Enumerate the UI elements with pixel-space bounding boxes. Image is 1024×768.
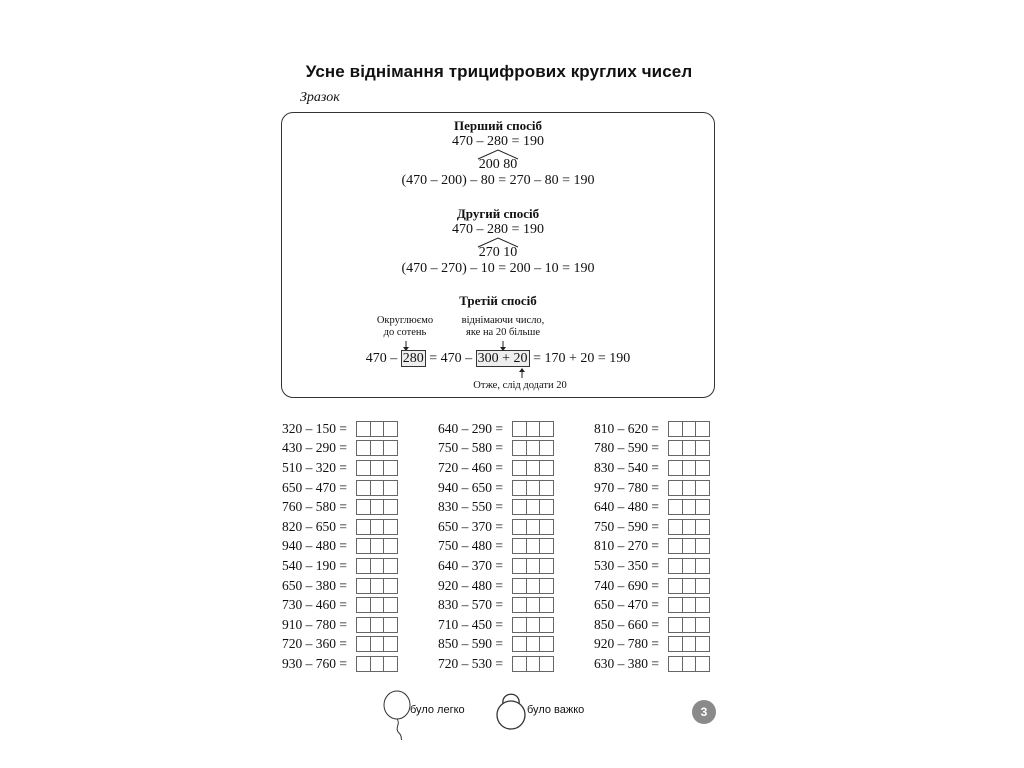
exercise-row xyxy=(282,615,398,635)
answer-cells xyxy=(668,440,710,456)
exercise-expression: 720 – 360 = xyxy=(282,636,347,652)
answer-digit-cell[interactable] xyxy=(526,499,541,515)
method2-heading: Другий спосіб xyxy=(456,206,540,221)
answer-digit-cell[interactable] xyxy=(512,480,527,496)
answer-digit-cell[interactable] xyxy=(539,636,554,652)
answer-digit-cell[interactable] xyxy=(512,538,527,554)
exercise-row xyxy=(438,537,554,557)
answer-digit-cell[interactable] xyxy=(370,558,385,574)
answer-digit-cell[interactable] xyxy=(383,460,398,476)
answer-cells xyxy=(356,480,398,496)
answer-digit-cell[interactable] xyxy=(512,499,527,515)
answer-digit-cell[interactable] xyxy=(356,421,371,437)
exercise-expression: 640 – 370 = xyxy=(438,557,503,573)
exercise-row xyxy=(282,635,398,655)
exercise-row xyxy=(438,458,554,478)
exercise-row xyxy=(282,556,398,576)
answer-digit-cell[interactable] xyxy=(383,538,398,554)
exercise-expression: 720 – 530 = xyxy=(438,655,503,671)
answer-digit-cell[interactable] xyxy=(370,656,385,672)
exercise-row xyxy=(438,556,554,576)
answer-digit-cell[interactable] xyxy=(356,558,371,574)
answer-digit-cell[interactable] xyxy=(512,440,527,456)
boxed-rounded: 300 + 20 xyxy=(477,351,528,366)
exercise-column-1 xyxy=(282,419,398,674)
exercise-expression: 750 – 580 = xyxy=(438,440,503,456)
answer-digit-cell[interactable] xyxy=(539,480,554,496)
exercise-row xyxy=(282,537,398,557)
answer-digit-cell[interactable] xyxy=(356,499,371,515)
exercise-expression: 650 – 380 = xyxy=(282,577,347,593)
answer-digit-cell[interactable] xyxy=(383,421,398,437)
answer-cells xyxy=(512,636,554,652)
answer-cells xyxy=(356,538,398,554)
answer-cells xyxy=(512,538,554,554)
answer-digit-cell[interactable] xyxy=(539,578,554,594)
answer-cells xyxy=(668,538,710,554)
answer-digit-cell[interactable] xyxy=(539,597,554,613)
answer-digit-cell[interactable] xyxy=(383,519,398,535)
answer-digit-cell[interactable] xyxy=(356,440,371,456)
answer-digit-cell[interactable] xyxy=(356,656,371,672)
answer-cells xyxy=(356,558,398,574)
answer-digit-cell[interactable] xyxy=(370,636,385,652)
exercise-expression: 510 – 320 = xyxy=(282,459,347,475)
answer-digit-cell[interactable] xyxy=(383,558,398,574)
answer-digit-cell[interactable] xyxy=(383,617,398,633)
easy-label: було легко xyxy=(410,704,465,716)
answer-digit-cell[interactable] xyxy=(370,538,385,554)
exercise-row xyxy=(594,458,710,478)
answer-digit-cell[interactable] xyxy=(512,578,527,594)
exercise-expression: 540 – 190 = xyxy=(282,557,347,573)
answer-digit-cell[interactable] xyxy=(526,538,541,554)
answer-digit-cell[interactable] xyxy=(539,519,554,535)
answer-digit-cell[interactable] xyxy=(526,480,541,496)
answer-cells xyxy=(668,519,710,535)
answer-cells xyxy=(356,440,398,456)
answer-digit-cell[interactable] xyxy=(370,499,385,515)
answer-digit-cell[interactable] xyxy=(356,597,371,613)
answer-digit-cell[interactable] xyxy=(695,656,710,672)
answer-digit-cell[interactable] xyxy=(539,499,554,515)
answer-digit-cell[interactable] xyxy=(370,519,385,535)
exercise-expression: 910 – 780 = xyxy=(282,616,347,632)
answer-digit-cell[interactable] xyxy=(383,440,398,456)
exercise-expression: 640 – 290 = xyxy=(438,420,503,436)
exercise-expression: 740 – 690 = xyxy=(594,577,659,593)
answer-cells xyxy=(356,578,398,594)
exercise-column-2 xyxy=(438,419,554,674)
page-title: Усне віднімання трицифрових круглих чисел xyxy=(305,62,693,81)
answer-cells xyxy=(356,636,398,652)
answer-digit-cell[interactable] xyxy=(695,499,710,515)
answer-digit-cell[interactable] xyxy=(356,538,371,554)
answer-digit-cell[interactable] xyxy=(695,480,710,496)
answer-cells xyxy=(356,421,398,437)
answer-cells xyxy=(512,578,554,594)
exercise-expression: 750 – 590 = xyxy=(594,518,659,534)
answer-cells xyxy=(356,460,398,476)
answer-digit-cell[interactable] xyxy=(383,499,398,515)
exercise-expression: 830 – 570 = xyxy=(438,597,503,613)
answer-digit-cell[interactable] xyxy=(383,656,398,672)
answer-cells xyxy=(668,597,710,613)
exercise-expression: 750 – 480 = xyxy=(438,538,503,554)
method1-split: 200 80 xyxy=(478,157,518,172)
exercise-row xyxy=(282,654,398,674)
answer-digit-cell[interactable] xyxy=(695,440,710,456)
answer-cells xyxy=(668,558,710,574)
answer-digit-cell[interactable] xyxy=(526,578,541,594)
exercise-column-3 xyxy=(594,419,710,674)
exercise-row xyxy=(438,576,554,596)
answer-cells xyxy=(512,558,554,574)
exercise-expression: 780 – 590 = xyxy=(594,440,659,456)
exercise-expression: 730 – 460 = xyxy=(282,597,347,613)
answer-digit-cell[interactable] xyxy=(370,421,385,437)
answer-cells xyxy=(512,421,554,437)
answer-cells xyxy=(668,421,710,437)
answer-digit-cell[interactable] xyxy=(356,617,371,633)
answer-cells xyxy=(356,656,398,672)
exercise-expression: 530 – 350 = xyxy=(594,557,659,573)
exercise-expression: 760 – 580 = xyxy=(282,499,347,515)
answer-digit-cell[interactable] xyxy=(383,578,398,594)
exercise-row xyxy=(594,478,710,498)
answer-digit-cell[interactable] xyxy=(682,597,697,613)
exercise-row xyxy=(438,595,554,615)
answer-cells xyxy=(356,519,398,535)
exercise-expression: 320 – 150 = xyxy=(282,420,347,436)
answer-digit-cell[interactable] xyxy=(682,460,697,476)
answer-digit-cell[interactable] xyxy=(695,538,710,554)
exercise-expression: 720 – 460 = xyxy=(438,459,503,475)
exercise-expression: 930 – 760 = xyxy=(282,655,347,671)
exercise-expression: 920 – 480 = xyxy=(438,577,503,593)
answer-digit-cell[interactable] xyxy=(512,597,527,613)
answer-digit-cell[interactable] xyxy=(370,480,385,496)
answer-digit-cell[interactable] xyxy=(695,558,710,574)
answer-digit-cell[interactable] xyxy=(526,421,541,437)
answer-digit-cell[interactable] xyxy=(383,597,398,613)
exercise-row xyxy=(282,458,398,478)
answer-digit-cell[interactable] xyxy=(539,538,554,554)
exercise-expression: 810 – 270 = xyxy=(594,538,659,554)
exercise-row xyxy=(282,595,398,615)
exercise-expression: 940 – 650 = xyxy=(438,479,503,495)
answer-digit-cell[interactable] xyxy=(512,636,527,652)
answer-digit-cell[interactable] xyxy=(682,480,697,496)
answer-digit-cell[interactable] xyxy=(539,617,554,633)
method3-equation: 470 – 280 = 470 – 300 + 20 = 170 + 20 = 190 xyxy=(365,351,631,366)
exercise-expression: 650 – 470 = xyxy=(594,597,659,613)
exercise-row xyxy=(282,419,398,439)
exercise-row xyxy=(594,654,710,674)
answer-digit-cell[interactable] xyxy=(682,617,697,633)
exercise-expression: 650 – 370 = xyxy=(438,518,503,534)
answer-digit-cell[interactable] xyxy=(668,597,683,613)
answer-digit-cell[interactable] xyxy=(526,656,541,672)
answer-digit-cell[interactable] xyxy=(668,460,683,476)
answer-digit-cell[interactable] xyxy=(356,519,371,535)
answer-cells xyxy=(668,617,710,633)
answer-digit-cell[interactable] xyxy=(370,617,385,633)
answer-digit-cell[interactable] xyxy=(695,578,710,594)
method1-solution: (470 – 200) – 80 = 270 – 80 = 190 xyxy=(401,173,595,188)
answer-digit-cell[interactable] xyxy=(682,519,697,535)
answer-cells xyxy=(512,519,554,535)
answer-digit-cell[interactable] xyxy=(539,440,554,456)
method2-subtrahend: 280 xyxy=(487,222,509,237)
answer-cells xyxy=(668,578,710,594)
exercise-row xyxy=(282,478,398,498)
answer-digit-cell[interactable] xyxy=(356,460,371,476)
exercise-expression: 970 – 780 = xyxy=(594,479,659,495)
answer-digit-cell[interactable] xyxy=(526,460,541,476)
answer-digit-cell[interactable] xyxy=(682,421,697,437)
answer-cells xyxy=(668,656,710,672)
answer-digit-cell[interactable] xyxy=(539,558,554,574)
answer-digit-cell[interactable] xyxy=(512,421,527,437)
answer-digit-cell[interactable] xyxy=(539,460,554,476)
exercise-row xyxy=(438,497,554,517)
exercise-row xyxy=(594,576,710,596)
exercise-row xyxy=(594,556,710,576)
answer-digit-cell[interactable] xyxy=(383,636,398,652)
exercise-row xyxy=(594,497,710,517)
method2-split: 270 10 xyxy=(478,245,518,260)
answer-cells xyxy=(668,499,710,515)
sample-label: Зразок xyxy=(300,90,340,105)
answer-cells xyxy=(668,480,710,496)
exercise-row xyxy=(594,419,710,439)
exercise-expression: 940 – 480 = xyxy=(282,538,347,554)
method1-equation: 470 – 280 = 190 xyxy=(452,134,544,149)
answer-digit-cell[interactable] xyxy=(668,421,683,437)
kettlebell-icon xyxy=(494,688,528,732)
exercise-row xyxy=(594,595,710,615)
answer-digit-cell[interactable] xyxy=(682,499,697,515)
answer-digit-cell[interactable] xyxy=(668,578,683,594)
answer-digit-cell[interactable] xyxy=(526,617,541,633)
exercise-row xyxy=(438,635,554,655)
boxed-subtrahend: 280 xyxy=(402,351,424,366)
exercise-row xyxy=(438,517,554,537)
answer-digit-cell[interactable] xyxy=(695,617,710,633)
answer-digit-cell[interactable] xyxy=(668,656,683,672)
hard-label: було важко xyxy=(527,704,585,716)
exercise-expression: 850 – 590 = xyxy=(438,636,503,652)
answer-digit-cell[interactable] xyxy=(512,656,527,672)
answer-cells xyxy=(512,480,554,496)
answer-cells xyxy=(668,636,710,652)
exercise-expression: 850 – 660 = xyxy=(594,616,659,632)
answer-cells xyxy=(356,617,398,633)
exercise-expression: 430 – 290 = xyxy=(282,440,347,456)
answer-cells xyxy=(512,460,554,476)
exercise-row xyxy=(438,439,554,459)
exercise-row xyxy=(282,576,398,596)
method2-equation: 470 – 280 = 190 xyxy=(452,222,544,237)
answer-cells xyxy=(356,597,398,613)
exercise-expression: 810 – 620 = xyxy=(594,420,659,436)
note-round: Округлюємо до сотень xyxy=(376,315,434,338)
method1-heading: Перший спосіб xyxy=(454,118,542,133)
answer-digit-cell[interactable] xyxy=(682,538,697,554)
answer-digit-cell[interactable] xyxy=(695,460,710,476)
answer-digit-cell[interactable] xyxy=(668,480,683,496)
exercise-row xyxy=(438,654,554,674)
exercise-row xyxy=(594,517,710,537)
answer-digit-cell[interactable] xyxy=(539,656,554,672)
answer-cells xyxy=(512,440,554,456)
exercise-row xyxy=(438,615,554,635)
exercise-expression: 830 – 540 = xyxy=(594,459,659,475)
answer-digit-cell[interactable] xyxy=(682,558,697,574)
answer-digit-cell[interactable] xyxy=(695,519,710,535)
answer-digit-cell[interactable] xyxy=(668,636,683,652)
note-subtract: віднімаючи число, яке на 20 більше xyxy=(461,315,545,338)
answer-cells xyxy=(668,460,710,476)
answer-digit-cell[interactable] xyxy=(668,617,683,633)
answer-digit-cell[interactable] xyxy=(370,597,385,613)
answer-digit-cell[interactable] xyxy=(512,558,527,574)
exercise-expression: 650 – 470 = xyxy=(282,479,347,495)
exercise-row xyxy=(594,439,710,459)
answer-cells xyxy=(356,499,398,515)
answer-digit-cell[interactable] xyxy=(695,597,710,613)
answer-digit-cell[interactable] xyxy=(526,636,541,652)
answer-digit-cell[interactable] xyxy=(526,440,541,456)
exercise-row xyxy=(594,537,710,557)
exercise-expression: 710 – 450 = xyxy=(438,616,503,632)
answer-digit-cell[interactable] xyxy=(695,421,710,437)
exercise-row xyxy=(282,517,398,537)
answer-digit-cell[interactable] xyxy=(668,538,683,554)
answer-digit-cell[interactable] xyxy=(512,460,527,476)
answer-digit-cell[interactable] xyxy=(526,519,541,535)
answer-digit-cell[interactable] xyxy=(682,636,697,652)
exercise-row xyxy=(282,497,398,517)
answer-digit-cell[interactable] xyxy=(668,440,683,456)
answer-digit-cell[interactable] xyxy=(526,597,541,613)
answer-digit-cell[interactable] xyxy=(682,440,697,456)
answer-digit-cell[interactable] xyxy=(356,636,371,652)
answer-digit-cell[interactable] xyxy=(512,617,527,633)
exercise-expression: 820 – 650 = xyxy=(282,518,347,534)
answer-digit-cell[interactable] xyxy=(370,440,385,456)
exercise-expression: 830 – 550 = xyxy=(438,499,503,515)
method3-heading: Третій спосіб xyxy=(459,293,537,308)
answer-digit-cell[interactable] xyxy=(539,421,554,437)
answer-digit-cell[interactable] xyxy=(383,480,398,496)
answer-digit-cell[interactable] xyxy=(356,480,371,496)
exercise-expression: 920 – 780 = xyxy=(594,636,659,652)
exercise-row xyxy=(438,478,554,498)
answer-digit-cell[interactable] xyxy=(668,558,683,574)
method1-subtrahend: 280 xyxy=(487,134,509,149)
answer-digit-cell[interactable] xyxy=(695,636,710,652)
exercise-expression: 630 – 380 = xyxy=(594,655,659,671)
answer-cells xyxy=(512,499,554,515)
answer-cells xyxy=(512,597,554,613)
answer-digit-cell[interactable] xyxy=(370,460,385,476)
answer-digit-cell[interactable] xyxy=(668,519,683,535)
page-number: 3 xyxy=(692,700,716,724)
answer-digit-cell[interactable] xyxy=(682,656,697,672)
answer-digit-cell[interactable] xyxy=(526,558,541,574)
answer-cells xyxy=(512,656,554,672)
answer-digit-cell[interactable] xyxy=(370,578,385,594)
exercise-expression: 640 – 480 = xyxy=(594,499,659,515)
answer-digit-cell[interactable] xyxy=(682,578,697,594)
exercise-row xyxy=(594,635,710,655)
exercise-row xyxy=(594,615,710,635)
exercise-row xyxy=(282,439,398,459)
answer-digit-cell[interactable] xyxy=(356,578,371,594)
note-add: Отже, слід додати 20 xyxy=(473,380,567,391)
method2-solution: (470 – 270) – 10 = 200 – 10 = 190 xyxy=(401,261,595,276)
answer-cells xyxy=(512,617,554,633)
exercise-row xyxy=(438,419,554,439)
arrow-up-add-icon xyxy=(517,368,527,378)
answer-digit-cell[interactable] xyxy=(668,499,683,515)
answer-digit-cell[interactable] xyxy=(512,519,527,535)
